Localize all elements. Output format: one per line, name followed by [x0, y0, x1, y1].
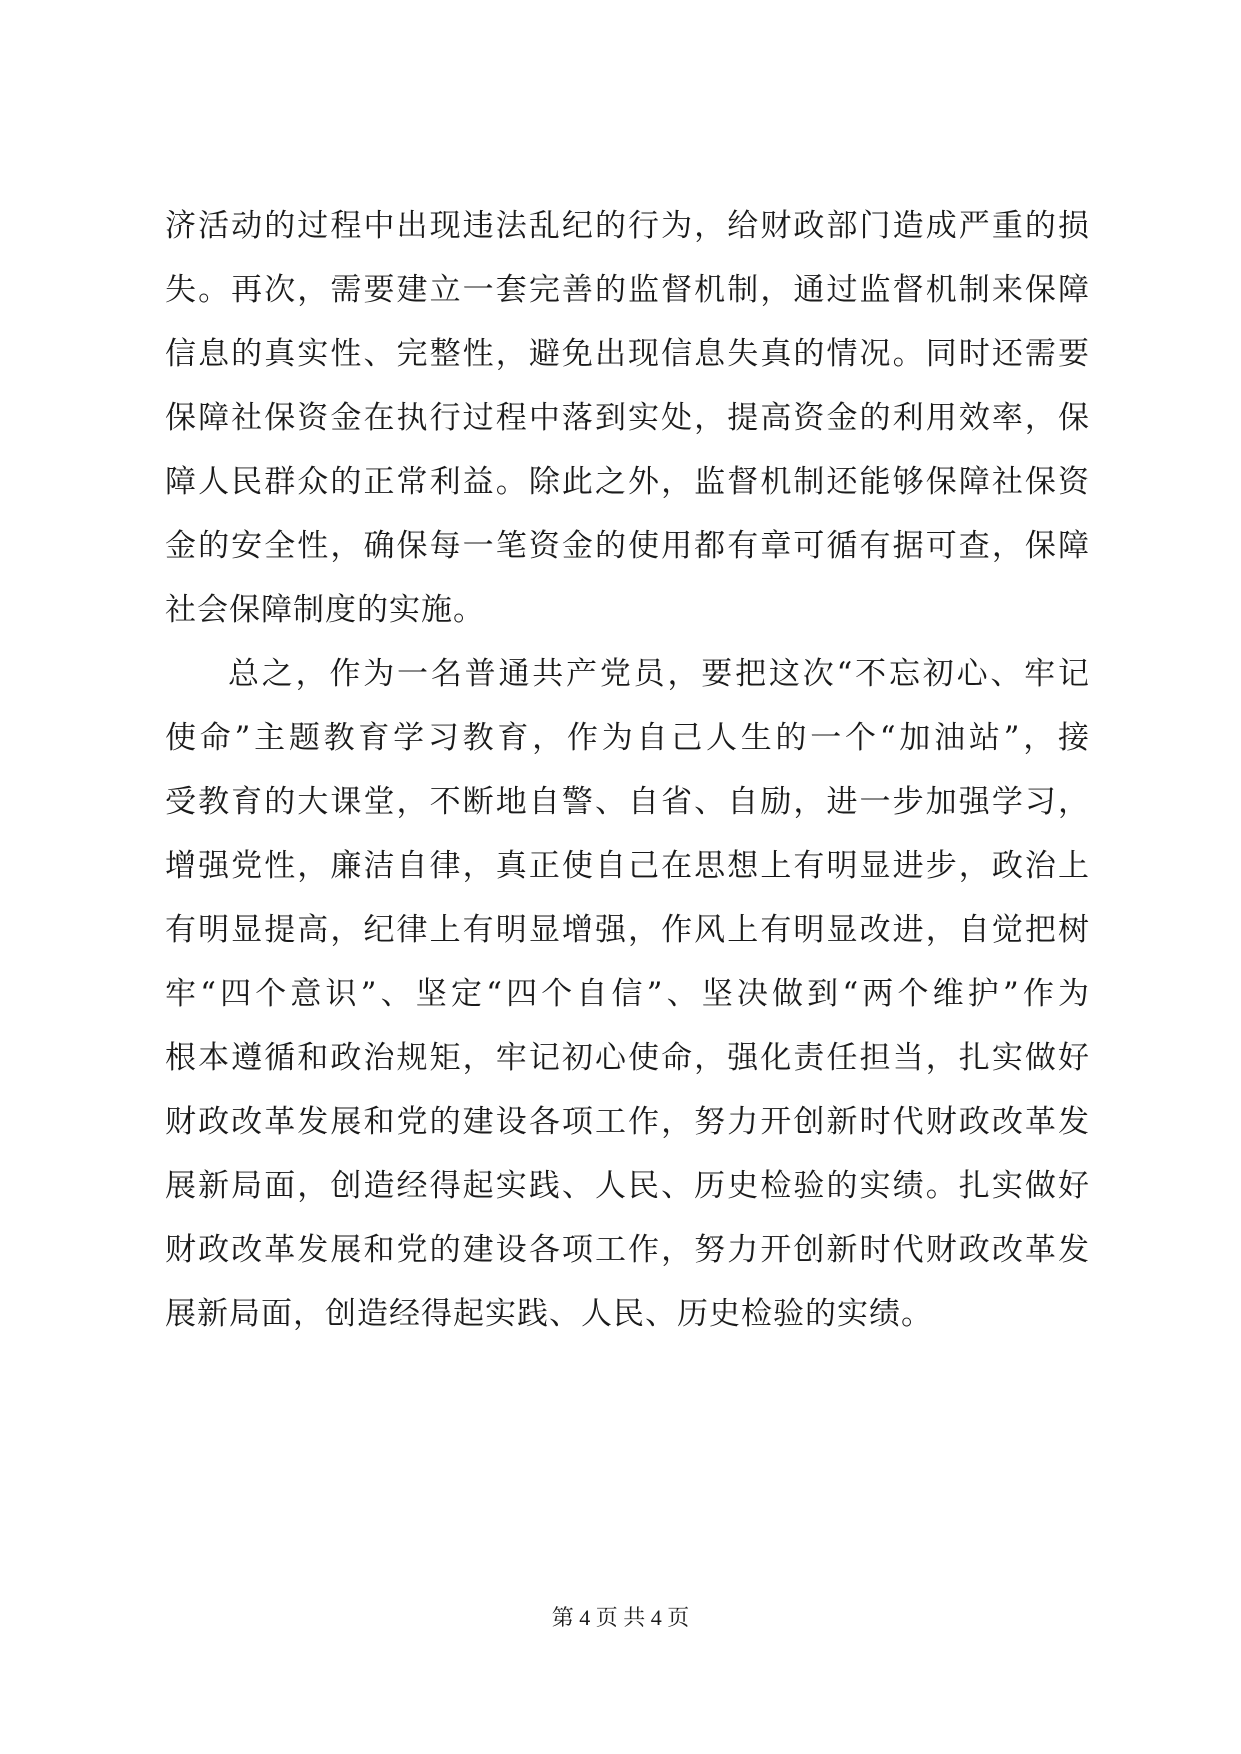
paragraph-2-line-1: 总之，作为一名普通共产党员，要把这次“不忘初心、牢记	[228, 656, 1090, 692]
paragraph-1-line-2: 失。再次，需要建立一套完善的监督机制，通过监督机制来保障	[165, 272, 1090, 308]
paragraph-2-line-3: 受教育的大课堂，不断地自警、自省、自励，进一步加强学习，	[165, 784, 1090, 820]
paragraph-2-line-9: 展新局面，创造经得起实践、人民、历史检验的实绩。扎实做好	[165, 1168, 1090, 1204]
paragraph-1-line-7: 社会保障制度的实施。	[165, 592, 485, 628]
paragraph-2-line-4: 增强党性，廉洁自律，真正使自己在思想上有明显进步，政治上	[165, 848, 1090, 884]
paragraph-1-line-3: 信息的真实性、完整性，避免出现信息失真的情况。同时还需要	[165, 336, 1090, 372]
paragraph-1-line-1: 济活动的过程中出现违法乱纪的行为，给财政部门造成严重的损	[165, 208, 1090, 244]
paragraph-2-line-2: 使命”主题教育学习教育，作为自己人生的一个“加油站”，接	[165, 720, 1090, 756]
paragraph-2-line-11: 展新局面，创造经得起实践、人民、历史检验的实绩。	[165, 1296, 933, 1332]
paragraph-2-line-10: 财政改革发展和党的建设各项工作，努力开创新时代财政改革发	[165, 1232, 1090, 1268]
paragraph-2-line-5: 有明显提高，纪律上有明显增强，作风上有明显改进，自觉把树	[165, 912, 1090, 948]
paragraph-2-line-7: 根本遵循和政治规矩，牢记初心使命，强化责任担当，扎实做好	[165, 1040, 1090, 1076]
paragraph-1-line-6: 金的安全性，确保每一笔资金的使用都有章可循有据可查，保障	[165, 528, 1090, 564]
paragraph-1-line-4: 保障社保资金在执行过程中落到实处，提高资金的利用效率，保	[165, 400, 1090, 436]
paragraph-1-line-5: 障人民群众的正常利益。除此之外，监督机制还能够保障社保资	[165, 464, 1090, 500]
paragraph-2-line-6: 牢“四个意识”、坚定“四个自信”、坚决做到“两个维护”作为	[165, 976, 1090, 1012]
paragraph-2-line-8: 财政改革发展和党的建设各项工作，努力开创新时代财政改革发	[165, 1104, 1090, 1140]
page-number-footer: 第 4 页 共 4 页	[551, 1605, 690, 1630]
